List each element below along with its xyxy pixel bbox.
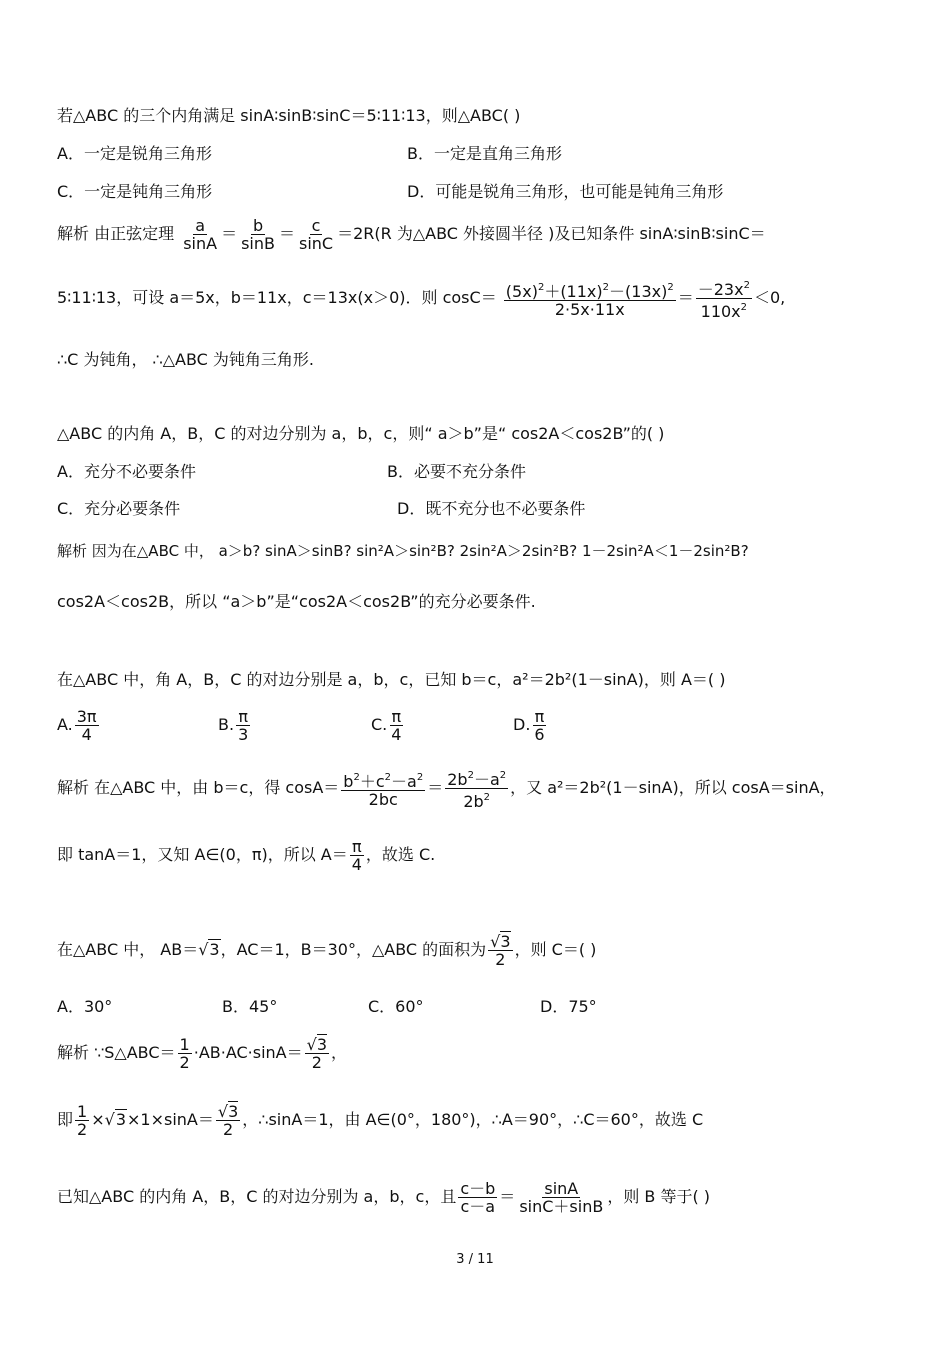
fraction-pi-3: $\frac{\pi}{3}$ <box>238 707 249 744</box>
q1-option-b: B．一定是直角三角形 <box>407 144 562 163</box>
q1-option-c: C．一定是钝角三角形 <box>57 182 213 201</box>
q3-solution-text-3: 即 tanA＝1，又知 A∈(0，π)，所以 A＝ <box>57 845 348 864</box>
fraction-cosC-result: $\frac{-23x^2}{110x^2}$ <box>696 277 752 320</box>
q4-option-b: B．45° <box>222 997 278 1016</box>
q3-option-d-label: D. <box>513 715 531 734</box>
q1-solution-line-3: ∴C 为钝角， ∴△ABC 为钝角三角形. <box>57 350 314 369</box>
fraction-sqrt3-2: $\frac{√3}{2}$ <box>490 932 511 969</box>
q4-solution-text: 解析 ∵S△ABC＝ <box>57 1043 176 1062</box>
q1-option-a: A．一定是锐角三角形 <box>57 144 212 163</box>
q3-option-c <box>371 708 405 743</box>
fraction-sinA-sum: $\frac{\sin A}{\sin C+\sin B}$ <box>519 1179 604 1216</box>
q3-solution-line-2 <box>57 838 435 873</box>
fraction-3pi-4: $\frac{3\pi}{4}$ <box>76 707 97 744</box>
q1-stem: 若△ABC 的三个内角满足 sinA∶sinB∶sinC＝5∶11∶13，则△ABC( ) <box>57 106 521 125</box>
q2-stem: △ABC 的内角 A，B，C 的对边分别为 a，b，c，则“ a＞b”是“ cos2A＜cos2B”的( ) <box>57 424 665 443</box>
sqrt-3-b: √3 <box>104 1110 126 1129</box>
q4-solution-text-3: ， <box>331 1043 348 1062</box>
fraction-cb-ca: $\frac{c-b}{c-a}$ <box>460 1179 496 1216</box>
q4-stem-text-2: ，AC＝1，B＝30°，△ABC 的面积为 <box>220 940 487 959</box>
fraction-cosA-simplified: $\frac{2b^2-a^2}{2b^2}$ <box>445 767 508 810</box>
q5-stem-text-2: ，则 B 等于( ) <box>607 1187 711 1206</box>
q1-solution-text-3: 5∶11∶13，可设 a＝5x，b＝11x，c＝13x(x＞0)．则 cosC＝ <box>57 288 497 307</box>
q2-solution-line-2: cos2A＜cos2B，所以 “a＞b”是“cos2A＜cos2B”的充分必要条件. <box>57 592 536 611</box>
q3-option-c-label: C. <box>371 715 388 734</box>
q4-solution-line-1 <box>57 1036 347 1071</box>
q1-solution-text-2: ＝2R(R 为△ABC 外接圆半径 )及已知条件 sinA∶sinB∶sinC＝ <box>337 224 766 243</box>
q2-option-a: A．充分不必要条件 <box>57 462 196 481</box>
fraction-c-sinC: $\frac{c}{\sin C}$ <box>299 216 334 253</box>
fraction-pi-4-answer: $\frac{\pi}{4}$ <box>351 837 362 874</box>
q2-option-c: C．充分必要条件 <box>57 499 181 518</box>
q1-solution-line-1: 解析 由正弦定理 $\frac{a}{\sin A}$ ＝ $\frac{b}{\sin B}$ ＝ $\frac{c}{\sin C}$ ＝2R(R 为△ABC 外接圆半径 )及已知条件 sinA∶sinB∶sinC＝ <box>57 216 766 253</box>
q1-solution-text: 解析 由正弦定理 <box>57 224 175 243</box>
q2-option-b: B．必要不充分条件 <box>387 462 526 481</box>
fraction-1-2-b: $\frac{1}{2}$ <box>77 1102 88 1139</box>
q3-stem: 在△ABC 中，角 A，B，C 的对边分别是 a，b，c，已知 b＝c，a²＝2b²(1－sinA)，则 A＝( ) <box>57 670 726 689</box>
q4-option-a: A．30° <box>57 997 113 1016</box>
fraction-pi-4: $\frac{\pi}{4}$ <box>391 707 402 744</box>
q4-stem-text-3: ，则 C＝( ) <box>514 940 597 959</box>
fraction-1-2: $\frac{1}{2}$ <box>179 1035 190 1072</box>
q3-solution-text-4: ，故选 C. <box>365 845 436 864</box>
q3-option-b-label: B. <box>218 715 235 734</box>
sqrt-3: √3 <box>198 940 220 959</box>
fraction-cosC-expression: $\frac{(5x)^2+(11x)^2-(13x)^2}{2\cdot 5x\cdot 11x}$ <box>504 279 676 318</box>
page-number: 3 / 11 <box>456 1252 494 1267</box>
q5-stem: 已知△ABC 的内角 A，B，C 的对边分别为 a，b，c，且 $\frac{c-b}{c-a}$ ＝ $\frac{\sin A}{\sin C+\sin B}$ ，则 B 等于( ) <box>57 1179 711 1216</box>
q3-option-d <box>513 708 549 743</box>
fraction-sqrt3-2-b: $\frac{√3}{2}$ <box>306 1035 328 1072</box>
fraction-cosA-expression: $\frac{b^2+c^2-a^2}{2bc}$ <box>341 769 425 808</box>
q4-solution-line-2: 即 $\frac{1}{2}$ ×√3×1×sinA＝ $\frac{√3}{2}$ ，∴sinA＝1，由 A∈(0°，180°)，∴A＝90°，∴C＝60°，故选 C <box>57 1102 704 1139</box>
q4-solution-text-4: 即 <box>57 1110 74 1129</box>
q3-solution-line-1: 解析 在△ABC 中，由 b＝c，得 cosA＝ $\frac{b^2+c^2-a^2}{2bc}$ ＝ $\frac{2b^2-a^2}{2b^2}$ ，又 a²＝2b²(1－sinA)，所以 cosA＝sinA， <box>57 767 836 810</box>
q1-option-d: D．可能是锐角三角形，也可能是钝角三角形 <box>407 182 724 201</box>
q4-stem <box>57 933 596 968</box>
q3-option-a-label: A. <box>57 715 73 734</box>
q3-solution-text: 解析 在△ABC 中，由 b＝c，得 cosA＝ <box>57 778 340 797</box>
q2-solution-line-1: 解析 因为在△ABC 中， a＞b? sinA＞sinB? sin²A＞sin²B? 2sin²A＞2sin²B? 1－2sin²A＜1－2sin²B? <box>57 542 749 560</box>
q1-solution-text-4: ＜0, <box>753 288 786 307</box>
q3-solution-text-2: ，又 a²＝2b²(1－sinA)，所以 cosA＝sinA， <box>510 778 836 797</box>
q4-option-d: D．75° <box>540 997 597 1016</box>
q4-solution-text-2: ·AB·AC·sinA＝ <box>193 1043 303 1062</box>
q4-solution-text-6: ，∴sinA＝1，由 A∈(0°，180°)，∴A＝90°，∴C＝60°，故选 C <box>242 1110 704 1129</box>
fraction-sqrt3-2-c: $\frac{√3}{2}$ <box>217 1102 239 1139</box>
q3-option-a <box>57 708 101 743</box>
q3-option-b <box>218 708 252 743</box>
fraction-pi-6: $\frac{\pi}{6}$ <box>534 707 545 744</box>
q4-stem-text: 在△ABC 中， AB＝ <box>57 940 199 959</box>
fraction-b-sinB: $\frac{b}{\sin B}$ <box>241 216 275 253</box>
q4-option-c: C．60° <box>368 997 424 1016</box>
q4-solution-text-5: ×1×sinA＝ <box>127 1110 214 1129</box>
q5-stem-text: 已知△ABC 的内角 A，B，C 的对边分别为 a，b，c，且 <box>57 1187 457 1206</box>
fraction-a-sinA: $\frac{a}{\sin A}$ <box>183 216 218 253</box>
q2-option-d: D．既不充分也不必要条件 <box>397 499 586 518</box>
q1-solution-line-2: 5∶11∶13，可设 a＝5x，b＝11x，c＝13x(x＞0)．则 cosC＝ $\frac{(5x)^2+(11x)^2-(13x)^2}{2\cdot 5x\cdot 11x}$ ＝ $\frac{-23x^2}{110x^2}$ ＜0, <box>57 277 785 320</box>
